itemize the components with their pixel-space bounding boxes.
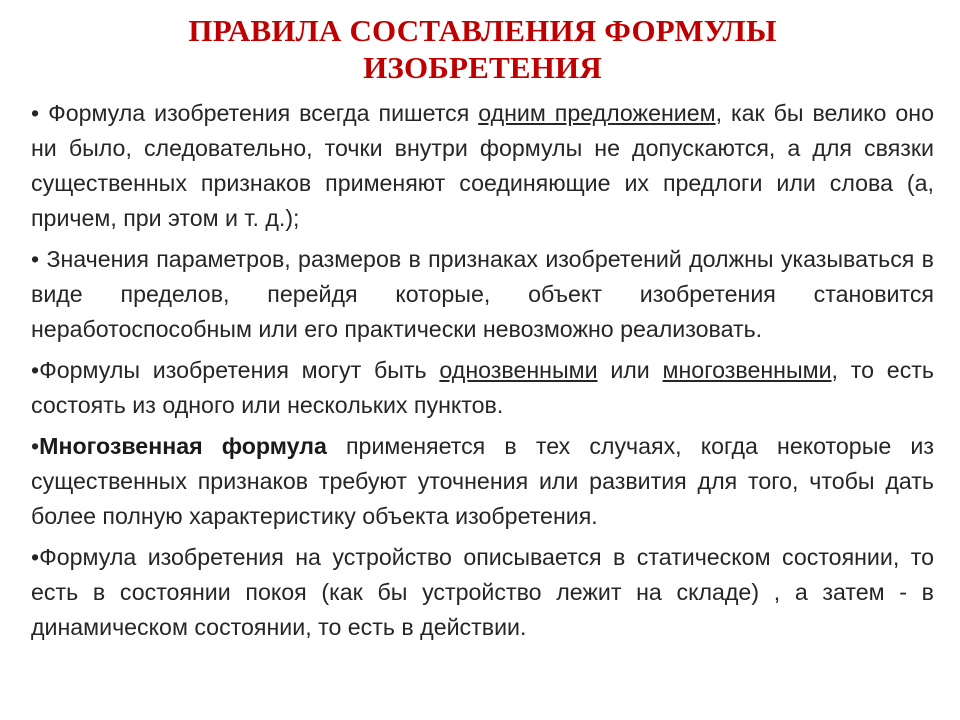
- bullet-text: • Формула изобретения всегда пишется: [31, 100, 479, 126]
- bullet-single-multi-link: [31, 353, 934, 423]
- bullet-text: применяется в тех случаях, когда некоторые из существенных признаков требуют уточнения или развития для того, чтобы дать более полную характеристику объекта изобретения.: [31, 433, 934, 529]
- bullet-multi-link-formula: [31, 429, 934, 534]
- bullet-text: , то есть состоять из одного или нескольких пунктов.: [31, 357, 934, 418]
- bullet-one-sentence-rule: [31, 96, 934, 236]
- bullet-device-description: [31, 540, 934, 645]
- underlined-term-one-sentence: одним предложением: [478, 100, 716, 126]
- bullet-text: •Формулы изобретения могут быть: [31, 357, 440, 383]
- bullet-text: •: [31, 433, 40, 459]
- slide-title: ПРАВИЛА СОСТАВЛЕНИЯ ФОРМУЛЫ ИЗОБРЕТЕНИЯ: [188, 13, 777, 85]
- bullet-text: , как бы велико оно ни было, следовательно, точки внутри формулы не допускаются, а для связки существенных признаков применяют соединяющие их предлоги или слова (а, причем, при этом и т. д.);: [31, 100, 934, 231]
- bullet-list: [31, 96, 934, 645]
- bold-term-multi-link-formula: Многозвенная формула: [39, 433, 327, 459]
- underlined-term-single-link: однозвенными: [439, 357, 598, 383]
- underlined-term-multi-link: многозвенными: [662, 357, 832, 383]
- bullet-text: • Значения параметров, размеров в признаках изобретений должны указываться в виде пределов, перейдя которые, объект изобретения становится неработоспособным или его практически невозможно реализовать.: [31, 246, 934, 342]
- bullet-parameter-ranges: [31, 242, 934, 347]
- bullet-text: •Формула изобретения на устройство описывается в статическом состоянии, то есть в состоянии покоя (как бы устройство лежит на складе) , а затем - в динамическом состоянии, то есть в действии.: [31, 544, 934, 640]
- bullet-text: или: [597, 357, 663, 383]
